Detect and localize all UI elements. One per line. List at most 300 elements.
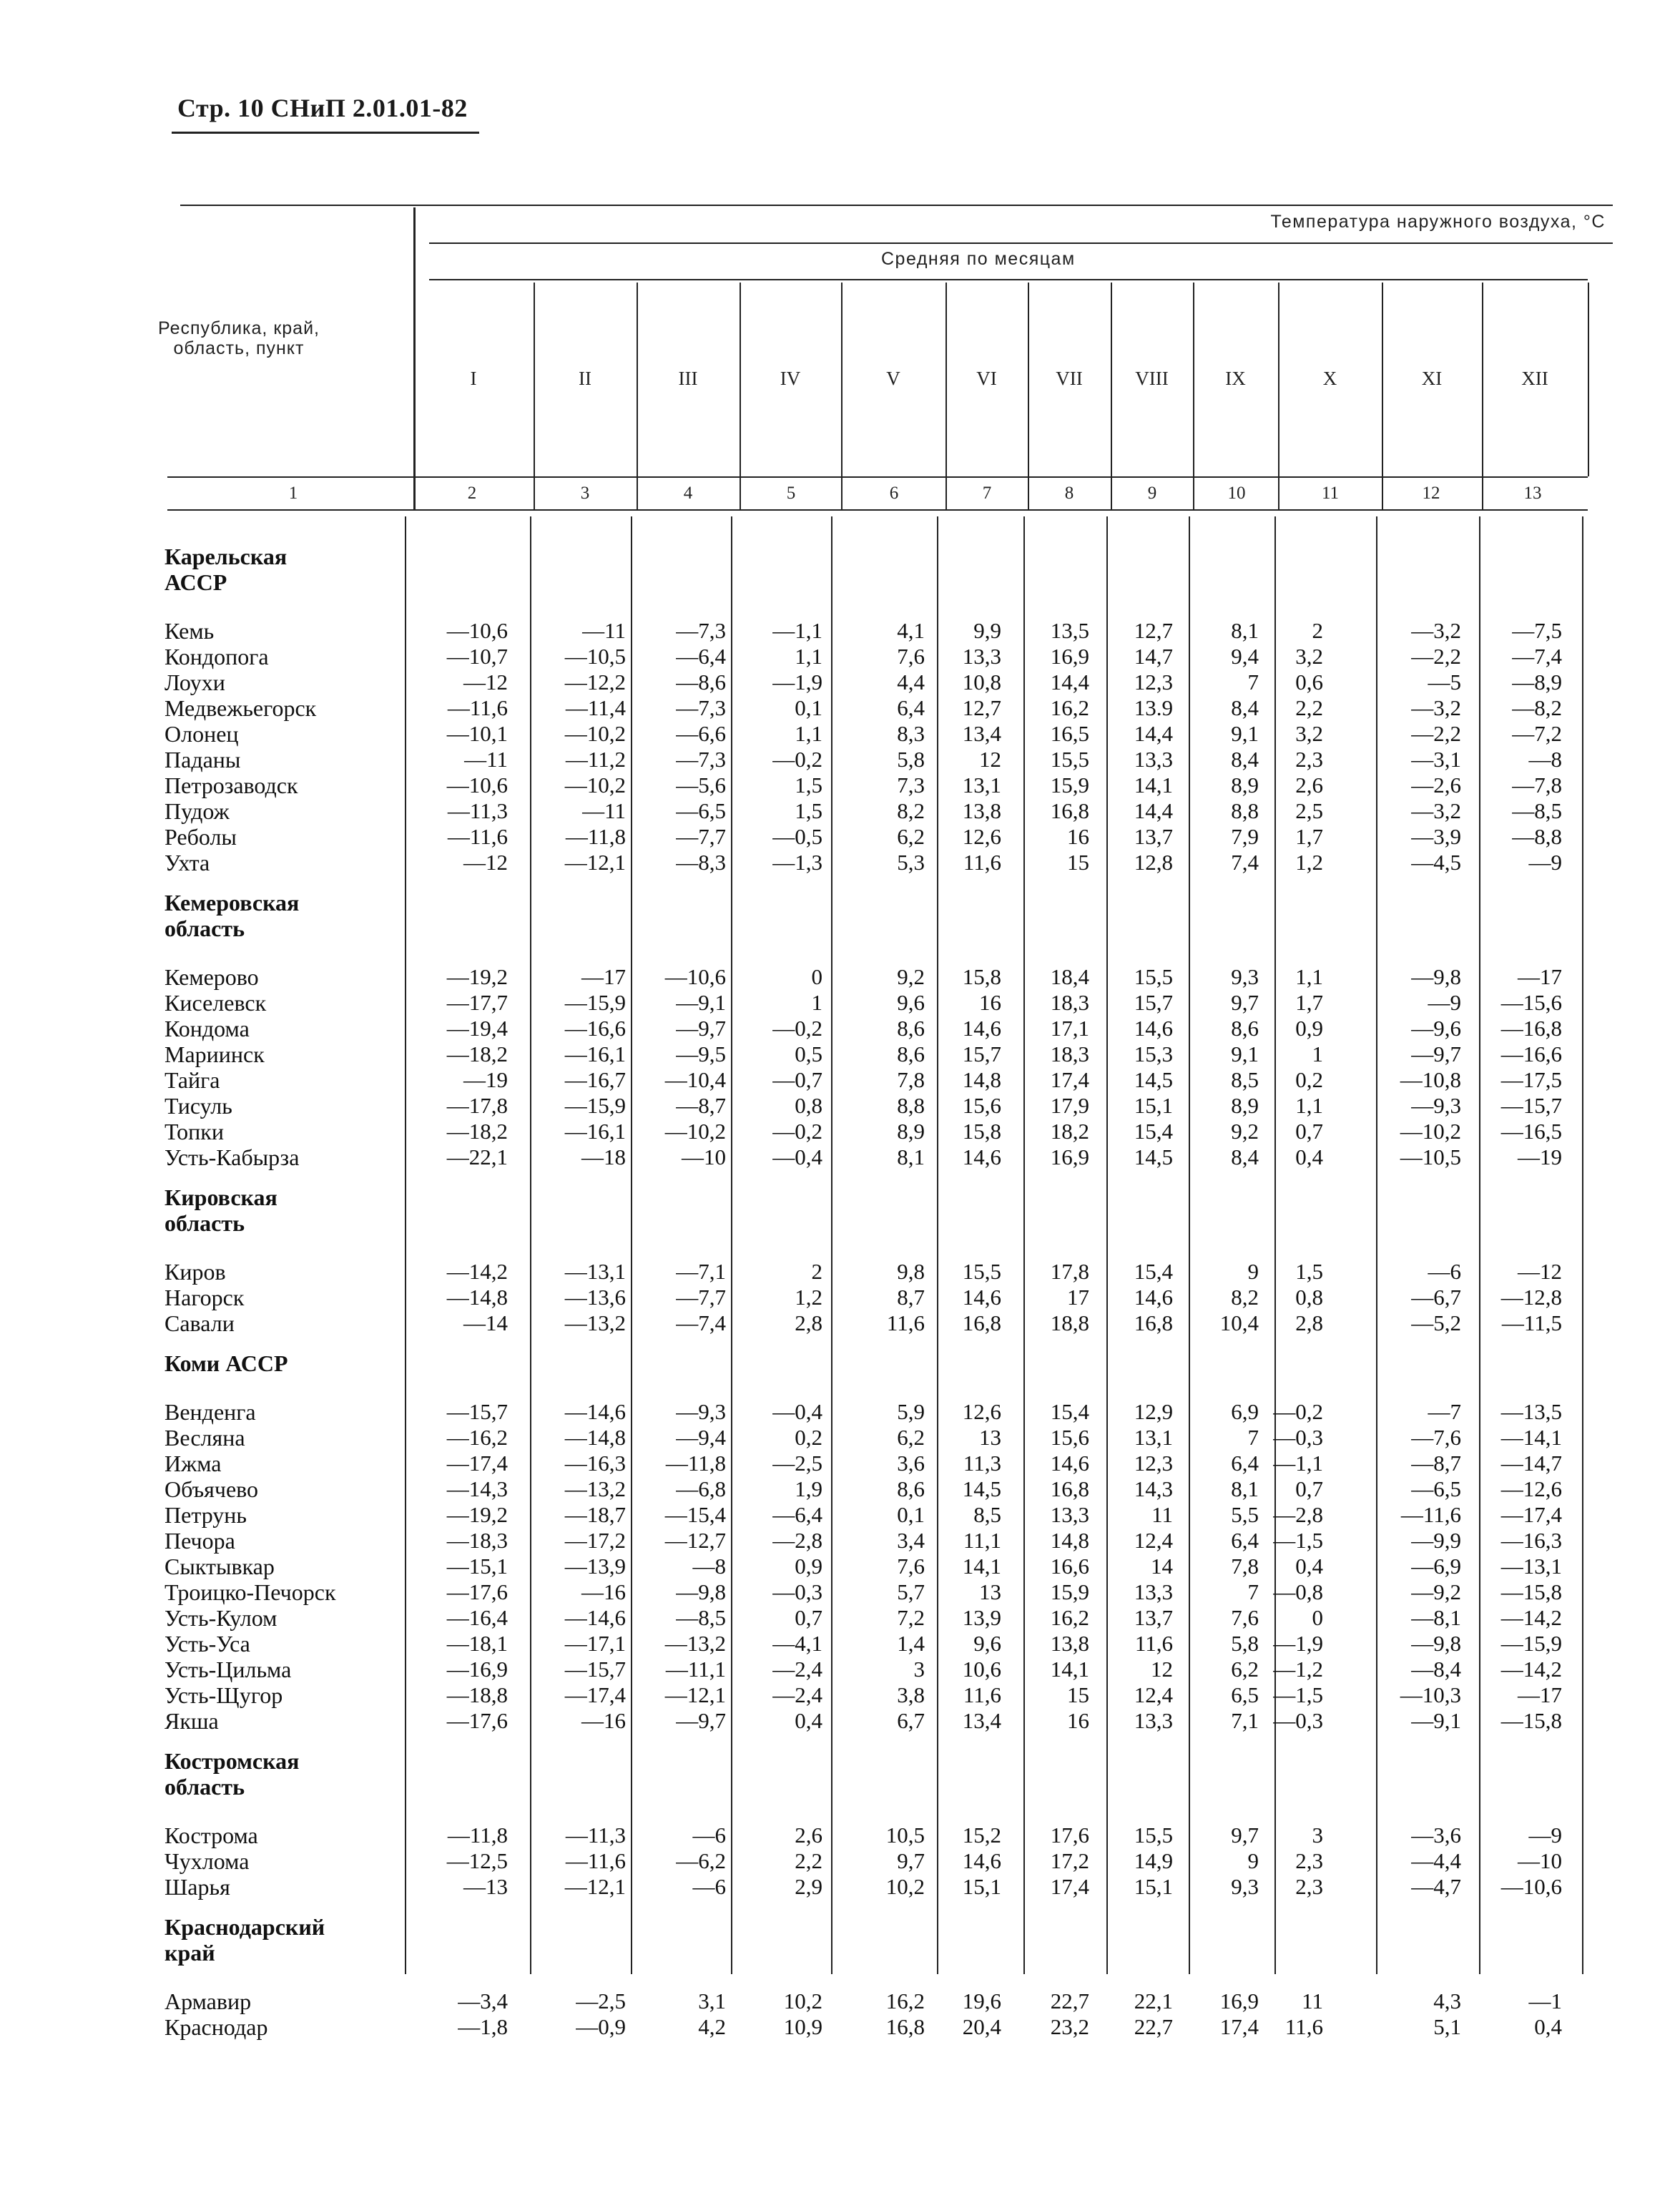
temperature-value: —9 <box>1528 850 1562 875</box>
temperature-value: —0,7 <box>772 1067 822 1092</box>
temperature-value: —9,2 <box>1411 1579 1461 1604</box>
month-header-X: X <box>1322 368 1337 389</box>
temperature-value: —7,1 <box>676 1259 726 1284</box>
temperature-value: —15,6 <box>1500 990 1562 1015</box>
temperature-value: —3,2 <box>1411 798 1461 823</box>
temperature-value: 3,4 <box>897 1528 925 1553</box>
temperature-value: 15,2 <box>962 1822 1001 1848</box>
temperature-value: —3,2 <box>1411 695 1461 720</box>
month-header-divider <box>1028 283 1029 476</box>
table-row <box>0 1093 1680 1119</box>
temperature-value: 11,6 <box>963 1682 1001 1707</box>
temperature-value: —19,2 <box>446 1502 508 1527</box>
temperature-value: —8,5 <box>676 1605 726 1630</box>
place-name: Весляна <box>164 1425 245 1451</box>
group-title-line: Краснодарский <box>164 1914 325 1940</box>
temperature-value: —6 <box>692 1822 726 1848</box>
place-name: Нагорск <box>164 1285 245 1310</box>
temperature-value: —11,5 <box>1501 1310 1562 1335</box>
table-row <box>0 1067 1680 1093</box>
place-name: Сыктывкар <box>164 1554 275 1579</box>
temperature-value: —2,4 <box>772 1657 822 1682</box>
temperature-value: 18,8 <box>1050 1310 1089 1335</box>
temperature-value: 8,1 <box>1231 618 1259 643</box>
temperature-value: 7,8 <box>1231 1554 1259 1579</box>
column-number-5: 5 <box>786 484 796 503</box>
temperature-value: —11,6 <box>565 1848 626 1873</box>
temperature-value: 0,1 <box>897 1502 925 1527</box>
temperature-value: 11,6 <box>1284 2014 1323 2039</box>
temperature-value: 9,2 <box>1231 1119 1259 1144</box>
temperature-value: 0,2 <box>795 1425 822 1450</box>
temperature-value: 13.9 <box>1134 695 1173 720</box>
place-name: Усть-Кабырза <box>164 1144 300 1170</box>
temperature-value: —7,7 <box>676 824 726 849</box>
temperature-value: —9,7 <box>676 1708 726 1733</box>
table-row <box>0 644 1680 669</box>
temperature-value: —8,3 <box>676 850 726 875</box>
temperature-value: 8,8 <box>897 1093 925 1118</box>
temperature-value: 8,8 <box>1231 798 1259 823</box>
group-title-line: АССР <box>164 569 227 595</box>
temperature-value: 2 <box>1312 618 1323 643</box>
temperature-value: 9,3 <box>1231 964 1259 989</box>
temperature-value: —8,4 <box>1411 1657 1461 1682</box>
group-title <box>164 1748 299 1800</box>
temperature-value: —11,4 <box>565 695 626 720</box>
temperature-value: —17,7 <box>446 990 508 1015</box>
temperature-value: —8,9 <box>1512 669 1562 695</box>
temperature-value: 14,6 <box>962 1144 1001 1169</box>
table-top-rule <box>180 205 1613 206</box>
temperature-value: 1,5 <box>795 798 822 823</box>
temperature-value: —14,6 <box>564 1605 626 1630</box>
temperature-value: 6,2 <box>897 1425 925 1450</box>
temperature-value: —17,2 <box>564 1528 626 1553</box>
place-name: Венденга <box>164 1399 256 1425</box>
temperature-value: 9,6 <box>897 990 925 1015</box>
place-name: Усть-Уса <box>164 1631 250 1657</box>
place-name: Тисуль <box>164 1093 232 1119</box>
temperature-value: —6,9 <box>1411 1554 1461 1579</box>
column-number-divider <box>413 476 415 511</box>
temperature-value: —16,3 <box>564 1451 626 1476</box>
month-header-divider <box>1482 283 1483 476</box>
month-header-divider <box>1193 283 1194 476</box>
temperature-value: —14,3 <box>446 1476 508 1501</box>
page-header: Стр. 10 СНиП 2.01.01-82 <box>177 94 468 122</box>
temperature-value: 13,1 <box>962 772 1001 798</box>
month-header-IX: IX <box>1225 368 1246 389</box>
temperature-value: —8,5 <box>1512 798 1562 823</box>
temperature-value: 17,6 <box>1050 1822 1089 1848</box>
temperature-value: —16,6 <box>564 1016 626 1041</box>
table-row <box>0 850 1680 875</box>
temperature-value: —22,1 <box>446 1144 508 1169</box>
temperature-value: 12,3 <box>1134 669 1173 695</box>
temperature-value: —9,1 <box>676 990 726 1015</box>
temperature-value: 13,3 <box>1134 1708 1173 1733</box>
temperature-value: 13,3 <box>1134 1579 1173 1604</box>
table-row <box>0 1119 1680 1144</box>
temperature-value: —6,2 <box>676 1848 726 1873</box>
temperature-value: —15,8 <box>1500 1579 1562 1604</box>
temperature-value: —16,4 <box>446 1605 508 1630</box>
place-name: Объячево <box>164 1476 259 1502</box>
temperature-value: 15,5 <box>962 1259 1001 1284</box>
temperature-value: 2,3 <box>1295 1874 1323 1899</box>
group-title-line: Коми АССР <box>164 1350 288 1376</box>
temperature-value: 15,1 <box>962 1874 1001 1899</box>
temperature-value: 15,7 <box>1134 990 1173 1015</box>
place-name: Топки <box>164 1119 224 1144</box>
temperature-value: —10,8 <box>1400 1067 1461 1092</box>
temperature-value: 22,7 <box>1050 1988 1089 2013</box>
temperature-value: —1,5 <box>1273 1528 1323 1553</box>
place-name: Кемерово <box>164 964 259 990</box>
temperature-value: —15,9 <box>564 990 626 1015</box>
column-number-6: 6 <box>889 484 899 503</box>
temperature-value: 16,9 <box>1219 1988 1259 2013</box>
table-row <box>0 1848 1680 1874</box>
temperature-value: 13,3 <box>962 644 1001 669</box>
temperature-value: —10,2 <box>1400 1119 1461 1144</box>
temperature-value: 1,2 <box>1295 850 1323 875</box>
temperature-value: 16,9 <box>1050 644 1089 669</box>
temperature-value: 10,6 <box>962 1657 1001 1682</box>
table-row <box>0 1310 1680 1336</box>
temperature-value: 10,8 <box>962 669 1001 695</box>
temperature-value: 14,4 <box>1134 721 1173 746</box>
temperature-value: 14,6 <box>962 1848 1001 1873</box>
temperature-value: 22,7 <box>1134 2014 1173 2039</box>
temperature-value: 7,6 <box>1231 1605 1259 1630</box>
temperature-value: —19,2 <box>446 964 508 989</box>
temperature-value: 17,9 <box>1050 1093 1089 1118</box>
temperature-value: —15,9 <box>564 1093 626 1118</box>
temperature-value: 2 <box>811 1259 822 1284</box>
temperature-value: —12,8 <box>1500 1285 1562 1310</box>
column-number-divider <box>841 476 843 511</box>
temperature-value: —13 <box>463 1874 508 1899</box>
temperature-value: —11,8 <box>665 1451 726 1476</box>
temperature-value: 19,6 <box>962 1988 1001 2013</box>
temperature-value: 15,1 <box>1134 1874 1173 1899</box>
temperature-value: 3,2 <box>1295 644 1323 669</box>
temperature-value: 1,1 <box>795 721 822 746</box>
table-row <box>0 1285 1680 1310</box>
temperature-value: 22,1 <box>1134 1988 1173 2013</box>
group-title-line: область <box>164 1210 245 1236</box>
temperature-value: 20,4 <box>962 2014 1001 2039</box>
month-header-divider <box>1111 283 1112 476</box>
temperature-value: 17,4 <box>1050 1067 1089 1092</box>
place-name: Петрунь <box>164 1502 247 1528</box>
temperature-value: 0,7 <box>1295 1476 1323 1501</box>
temperature-value: 5,5 <box>1231 1502 1259 1527</box>
temperature-value: —16,1 <box>564 1119 626 1144</box>
temperature-value: —17,4 <box>1500 1502 1562 1527</box>
temperature-value: —0,8 <box>1273 1579 1323 1604</box>
temperature-value: 0,7 <box>795 1605 822 1630</box>
temperature-value: 15,5 <box>1134 1822 1173 1848</box>
table-row <box>0 1041 1680 1067</box>
temperature-value: 6,4 <box>1231 1451 1259 1476</box>
temperature-value: —5,6 <box>676 772 726 798</box>
temperature-value: —0,2 <box>772 1119 822 1144</box>
temperature-value: 14,5 <box>1134 1144 1173 1169</box>
place-name: Тайга <box>164 1067 220 1093</box>
temperature-value: —6 <box>692 1874 726 1899</box>
column-number-4: 4 <box>683 484 693 503</box>
temperature-value: —14 <box>463 1310 508 1335</box>
column-number-13: 13 <box>1523 484 1542 503</box>
temperature-value: —4,1 <box>772 1631 822 1656</box>
month-header-II: II <box>579 368 591 389</box>
table-row <box>0 721 1680 747</box>
temperature-value: 1,5 <box>795 772 822 798</box>
temperature-value: 7 <box>1247 1579 1259 1604</box>
temperature-value: 7,4 <box>1231 850 1259 875</box>
temperature-value: 15,4 <box>1134 1119 1173 1144</box>
temperature-value: —13,6 <box>564 1285 626 1310</box>
temperature-value: 3,2 <box>1295 721 1323 746</box>
temperature-value: —15,7 <box>1500 1093 1562 1118</box>
temperature-value: 8,2 <box>897 798 925 823</box>
place-name: Медвежьегорск <box>164 695 317 721</box>
temperature-value: 9 <box>1247 1259 1259 1284</box>
temperature-value: 9,6 <box>973 1631 1001 1656</box>
month-header-III: III <box>678 368 698 389</box>
temperature-value: 13,1 <box>1134 1425 1173 1450</box>
temperature-value: —10,3 <box>1400 1682 1461 1707</box>
temperature-value: 16,8 <box>1050 1476 1089 1501</box>
temperature-value: —18,3 <box>446 1528 508 1553</box>
temperature-value: —0,2 <box>772 747 822 772</box>
column-number-9: 9 <box>1147 484 1157 503</box>
temperature-value: 8,6 <box>1231 1016 1259 1041</box>
temperature-value: 14,6 <box>1134 1016 1173 1041</box>
temperature-value: 0,4 <box>1295 1554 1323 1579</box>
place-name: Кондома <box>164 1016 250 1041</box>
temperature-value: 13,5 <box>1050 618 1089 643</box>
table-row <box>0 695 1680 721</box>
place-name: Пудож <box>164 798 230 824</box>
month-header-VI: VI <box>976 368 997 389</box>
temperature-value: —14,7 <box>1500 1451 1562 1476</box>
temperature-value: 16,6 <box>1050 1554 1089 1579</box>
temperature-value: —15,8 <box>1500 1708 1562 1733</box>
table-row <box>0 1631 1680 1657</box>
temperature-value: —11,8 <box>447 1822 508 1848</box>
temperature-value: —8,7 <box>1411 1451 1461 1476</box>
temperature-value: 10,4 <box>1219 1310 1259 1335</box>
temperature-value: 11 <box>1151 1502 1173 1527</box>
temperature-value: —16,2 <box>446 1425 508 1450</box>
column-number-7: 7 <box>982 484 992 503</box>
temperature-value: —7,6 <box>1411 1425 1461 1450</box>
temperature-value: —11,6 <box>447 695 508 720</box>
temperature-value: 12,3 <box>1134 1451 1173 1476</box>
temperature-value: —15,7 <box>564 1657 626 1682</box>
temperature-value: —1,9 <box>1273 1631 1323 1656</box>
temperature-value: 15,9 <box>1050 1579 1089 1604</box>
temperature-value: —1,2 <box>1273 1657 1323 1682</box>
table-row <box>0 669 1680 695</box>
temperature-value: 15,6 <box>1050 1425 1089 1450</box>
temperature-value: —4,4 <box>1411 1848 1461 1873</box>
temperature-value: 14,1 <box>962 1554 1001 1579</box>
temperature-value: —9,3 <box>1411 1093 1461 1118</box>
place-name: Армавир <box>164 1988 252 2014</box>
table-row <box>0 1144 1680 1170</box>
temperature-value: —16 <box>581 1579 626 1604</box>
temperature-value: 13,3 <box>1134 747 1173 772</box>
temperature-value: 18,2 <box>1050 1119 1089 1144</box>
temperature-value: 2,3 <box>1295 747 1323 772</box>
temperature-value: 0,7 <box>1295 1119 1323 1144</box>
temperature-value: 18,4 <box>1050 964 1089 989</box>
temperature-value: —17,5 <box>1500 1067 1562 1092</box>
temperature-value: 8,1 <box>1231 1476 1259 1501</box>
temperature-value: 0,4 <box>795 1708 822 1733</box>
temperature-value: 0,9 <box>1295 1016 1323 1041</box>
temperature-value: 0 <box>811 964 822 989</box>
temperature-value: 12,6 <box>962 824 1001 849</box>
temperature-value: 7,8 <box>897 1067 925 1092</box>
temperature-value: —12,1 <box>564 850 626 875</box>
temperature-value: —13,5 <box>1500 1399 1562 1424</box>
temperature-value: —2,6 <box>1411 772 1461 798</box>
temperature-value: 15,7 <box>962 1041 1001 1066</box>
temperature-value: —12 <box>463 850 508 875</box>
temperature-value: —12,6 <box>1500 1476 1562 1501</box>
temperature-value: —9,3 <box>676 1399 726 1424</box>
temperature-value: 4,1 <box>897 618 925 643</box>
temperature-value: —16,6 <box>1500 1041 1562 1066</box>
temperature-value: 8,5 <box>1231 1067 1259 1092</box>
temperature-value: —4,5 <box>1411 850 1461 875</box>
temperature-value: 14,6 <box>1050 1451 1089 1476</box>
temperature-value: —18,2 <box>446 1041 508 1066</box>
temperature-value: 9,1 <box>1231 1041 1259 1066</box>
temperature-value: —9,9 <box>1411 1528 1461 1553</box>
table-row <box>0 1425 1680 1451</box>
temperature-value: —15,1 <box>446 1554 508 1579</box>
temperature-value: —18 <box>581 1144 626 1169</box>
temperature-value: 12 <box>979 747 1001 772</box>
temperature-value: —10,7 <box>446 644 508 669</box>
temperature-value: 8,9 <box>1231 772 1259 798</box>
temperature-value: 9,7 <box>897 1848 925 1873</box>
temperature-value: —16,9 <box>446 1657 508 1682</box>
temperature-value: 11,3 <box>963 1451 1001 1476</box>
table-row <box>0 964 1680 990</box>
temperature-value: —1,1 <box>1273 1451 1323 1476</box>
temperature-value: 11,6 <box>963 850 1001 875</box>
table-row <box>0 1528 1680 1554</box>
temperature-value: 2,9 <box>795 1874 822 1899</box>
temperature-value: 3 <box>1312 1822 1323 1848</box>
temperature-value: 16 <box>1067 824 1089 849</box>
temperature-value: 14,7 <box>1134 644 1173 669</box>
temperature-value: —7,4 <box>676 1310 726 1335</box>
temperature-value: 6,7 <box>897 1708 925 1733</box>
temperature-value: —14,8 <box>564 1425 626 1450</box>
table-row <box>0 1476 1680 1502</box>
temperature-value: 0,2 <box>1295 1067 1323 1092</box>
table-row <box>0 747 1680 772</box>
table-row <box>0 798 1680 824</box>
temperature-value: 14,5 <box>1134 1067 1173 1092</box>
temperature-value: 8,9 <box>1231 1093 1259 1118</box>
temperature-value: 16,2 <box>885 1988 925 2013</box>
temperature-value: 6,9 <box>1231 1399 1259 1424</box>
temperature-value: 1,1 <box>1295 964 1323 989</box>
temperature-value: 14,3 <box>1134 1476 1173 1501</box>
temperature-value: 2,6 <box>1295 772 1323 798</box>
temperature-value: —3,1 <box>1411 747 1461 772</box>
temperature-value: —2,2 <box>1411 644 1461 669</box>
temperature-value: 14,8 <box>1050 1528 1089 1553</box>
temperature-value: 6,2 <box>897 824 925 849</box>
temperature-value: —0,2 <box>1273 1399 1323 1424</box>
group-title-line: область <box>164 1774 245 1800</box>
place-name: Троицко-Печорск <box>164 1579 336 1605</box>
month-header-XI: XI <box>1421 368 1443 389</box>
place-name: Якша <box>164 1708 219 1734</box>
temperature-value: —15,4 <box>664 1502 726 1527</box>
temperature-value: —0,3 <box>1273 1708 1323 1733</box>
temperature-value: —2,2 <box>1411 721 1461 746</box>
temperature-value: 16,9 <box>1050 1144 1089 1169</box>
temperature-value: 6,4 <box>897 695 925 720</box>
table-row <box>0 618 1680 644</box>
temperature-value: 16 <box>1067 1708 1089 1733</box>
temperature-value: 15,8 <box>962 964 1001 989</box>
column-number-12: 12 <box>1422 484 1440 503</box>
temperature-value: 8,7 <box>897 1285 925 1310</box>
column-number-10: 10 <box>1227 484 1246 503</box>
temperature-value: 8,6 <box>897 1016 925 1041</box>
temperature-value: 17,1 <box>1050 1016 1089 1041</box>
temperature-value: —14,2 <box>1500 1605 1562 1630</box>
temperature-value: —13,2 <box>664 1631 726 1656</box>
temperature-value: 14,9 <box>1134 1848 1173 1873</box>
temperature-value: 0,1 <box>795 695 822 720</box>
temperature-value: —16,7 <box>564 1067 626 1092</box>
temperature-value: —13,1 <box>564 1259 626 1284</box>
temperature-value: 0,5 <box>795 1041 822 1066</box>
temperature-value: —8,8 <box>1512 824 1562 849</box>
table-row <box>0 1016 1680 1041</box>
temperature-value: 4,3 <box>1433 1988 1461 2013</box>
temperature-value: —12,1 <box>564 1874 626 1899</box>
group-title <box>164 1184 277 1236</box>
temperature-value: 15,9 <box>1050 772 1089 798</box>
temperature-value: —0,3 <box>772 1579 822 1604</box>
temperature-value: —10,6 <box>664 964 726 989</box>
temperature-value: 13 <box>979 1425 1001 1450</box>
temperature-value: 12,4 <box>1134 1528 1173 1553</box>
column-number-divider <box>1482 476 1483 511</box>
group-title <box>164 1350 288 1376</box>
place-name: Мариинск <box>164 1041 265 1067</box>
temperature-value: 6,4 <box>1231 1528 1259 1553</box>
temperature-value: 11,1 <box>963 1528 1001 1553</box>
temperature-value: 7,9 <box>1231 824 1259 849</box>
temperature-value: 2,8 <box>795 1310 822 1335</box>
